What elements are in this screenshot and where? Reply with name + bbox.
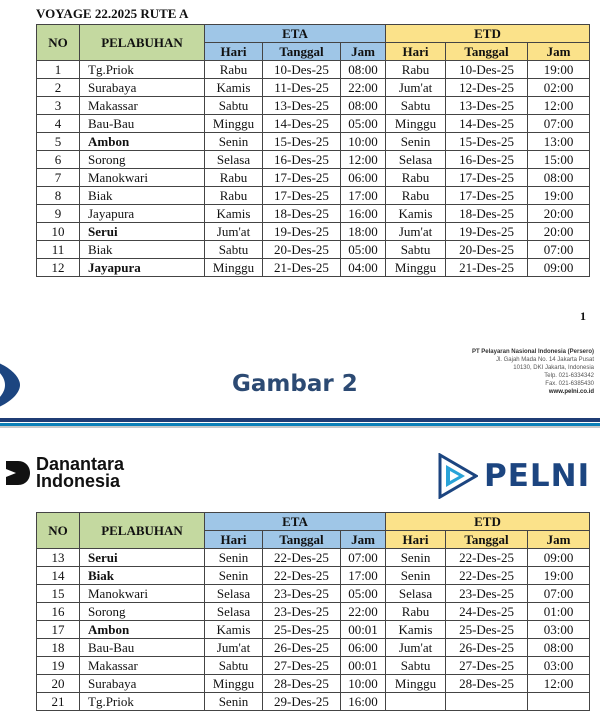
schedule-table-2 [36, 512, 590, 711]
eta-date: 27-Des-25 [263, 657, 341, 675]
eta-date: 23-Des-25 [263, 603, 341, 621]
eta-day: Kamis [205, 621, 263, 639]
table-row [37, 241, 590, 259]
pelni-wordmark: PELNI [484, 458, 591, 494]
etd-day: Rabu [386, 61, 446, 79]
etd-date: 13-Des-25 [446, 97, 528, 115]
eta-date: 23-Des-25 [263, 585, 341, 603]
port-name: Serui [80, 223, 205, 241]
eta-day: Sabtu [205, 241, 263, 259]
eta-time: 10:00 [341, 675, 386, 693]
header-eta-hari: Hari [205, 531, 263, 549]
table-row [37, 151, 590, 169]
etd-day: Jum'at [386, 639, 446, 657]
header-etd: ETD [386, 25, 590, 43]
port-name: Tg.Priok [80, 61, 205, 79]
row-number: 13 [37, 549, 80, 567]
etd-date: 27-Des-25 [446, 657, 528, 675]
eta-day: Selasa [205, 603, 263, 621]
etd-date: 12-Des-25 [446, 79, 528, 97]
header-eta-hari: Hari [205, 43, 263, 61]
row-number: 17 [37, 621, 80, 639]
port-name: Sorong [80, 151, 205, 169]
eta-time: 06:00 [341, 639, 386, 657]
eta-date: 22-Des-25 [263, 567, 341, 585]
etd-time: 13:00 [528, 133, 590, 151]
eta-time: 08:00 [341, 61, 386, 79]
company-address-block [414, 348, 594, 396]
table-row [37, 205, 590, 223]
pelni-logo [438, 453, 590, 499]
header-etd-tanggal: Tanggal [446, 43, 528, 61]
header-eta-tanggal: Tanggal [263, 531, 341, 549]
pelni-swoosh-partial-logo [0, 350, 30, 420]
eta-time: 17:00 [341, 567, 386, 585]
etd-date: 17-Des-25 [446, 187, 528, 205]
row-number: 4 [37, 115, 80, 133]
header-no: NO [37, 513, 80, 549]
row-number: 21 [37, 693, 80, 711]
eta-day: Sabtu [205, 657, 263, 675]
eta-time: 16:00 [341, 693, 386, 711]
etd-time: 20:00 [528, 223, 590, 241]
eta-day: Jum'at [205, 639, 263, 657]
eta-day: Selasa [205, 585, 263, 603]
table-row [37, 621, 590, 639]
etd-day: Kamis [386, 205, 446, 223]
row-number: 15 [37, 585, 80, 603]
row-number: 2 [37, 79, 80, 97]
schedule-table-1 [36, 24, 590, 277]
etd-date: 15-Des-25 [446, 133, 528, 151]
row-number: 14 [37, 567, 80, 585]
etd-date [446, 693, 528, 711]
table-row [37, 549, 590, 567]
port-name: Jayapura [80, 259, 205, 277]
port-name: Bau-Bau [80, 115, 205, 133]
etd-time: 20:00 [528, 205, 590, 223]
etd-date: 23-Des-25 [446, 585, 528, 603]
eta-day: Minggu [205, 115, 263, 133]
page-number: 1 [580, 309, 586, 323]
etd-time: 09:00 [528, 259, 590, 277]
etd-day: Kamis [386, 621, 446, 639]
eta-date: 19-Des-25 [263, 223, 341, 241]
header-etd: ETD [386, 513, 590, 531]
eta-time: 00:01 [341, 621, 386, 639]
company-address-line-1: Jl. Gajah Mada No. 14 Jakarta Pusat [495, 357, 594, 363]
eta-day: Rabu [205, 187, 263, 205]
eta-time: 10:00 [341, 133, 386, 151]
row-number: 8 [37, 187, 80, 205]
eta-day: Senin [205, 693, 263, 711]
etd-time: 03:00 [528, 621, 590, 639]
eta-date: 16-Des-25 [263, 151, 341, 169]
eta-day: Selasa [205, 151, 263, 169]
row-number: 20 [37, 675, 80, 693]
eta-date: 25-Des-25 [263, 621, 341, 639]
table-row [37, 567, 590, 585]
company-website: www.pelni.co.id [548, 389, 594, 395]
port-name: Tg.Priok [80, 693, 205, 711]
eta-date: 22-Des-25 [263, 549, 341, 567]
port-name: Manokwari [80, 585, 205, 603]
port-name: Manokwari [80, 169, 205, 187]
table-row [37, 585, 590, 603]
eta-day: Rabu [205, 61, 263, 79]
etd-date: 14-Des-25 [446, 115, 528, 133]
header-eta-jam: Jam [341, 531, 386, 549]
etd-time: 19:00 [528, 61, 590, 79]
table-row [37, 169, 590, 187]
row-number: 7 [37, 169, 80, 187]
etd-day: Rabu [386, 603, 446, 621]
pelni-mark-icon [438, 453, 478, 499]
row-number: 19 [37, 657, 80, 675]
etd-time: 15:00 [528, 151, 590, 169]
eta-day: Senin [205, 567, 263, 585]
etd-day: Minggu [386, 115, 446, 133]
etd-day: Senin [386, 567, 446, 585]
header-eta-tanggal: Tanggal [263, 43, 341, 61]
eta-date: 26-Des-25 [263, 639, 341, 657]
eta-date: 18-Des-25 [263, 205, 341, 223]
row-number: 1 [37, 61, 80, 79]
header-no: NO [37, 25, 80, 61]
company-address-line-2: 10130, DKI Jakarta, Indonesia [513, 365, 594, 371]
eta-date: 13-Des-25 [263, 97, 341, 115]
port-name: Sorong [80, 603, 205, 621]
eta-date: 21-Des-25 [263, 259, 341, 277]
port-name: Serui [80, 549, 205, 567]
etd-date: 26-Des-25 [446, 639, 528, 657]
etd-date: 16-Des-25 [446, 151, 528, 169]
eta-date: 28-Des-25 [263, 675, 341, 693]
etd-time [528, 693, 590, 711]
header-etd-jam: Jam [528, 43, 590, 61]
table-row [37, 639, 590, 657]
etd-time: 12:00 [528, 97, 590, 115]
table-row [37, 657, 590, 675]
eta-time: 22:00 [341, 603, 386, 621]
eta-time: 05:00 [341, 585, 386, 603]
eta-date: 15-Des-25 [263, 133, 341, 151]
eta-day: Senin [205, 133, 263, 151]
eta-time: 18:00 [341, 223, 386, 241]
figure-caption: Gambar 2 [232, 371, 358, 397]
row-number: 12 [37, 259, 80, 277]
port-name: Biak [80, 241, 205, 259]
row-number: 6 [37, 151, 80, 169]
header-etd-hari: Hari [386, 43, 446, 61]
row-number: 18 [37, 639, 80, 657]
table-row [37, 79, 590, 97]
eta-date: 17-Des-25 [263, 187, 341, 205]
etd-time: 19:00 [528, 567, 590, 585]
etd-day: Senin [386, 549, 446, 567]
etd-date: 18-Des-25 [446, 205, 528, 223]
etd-time: 03:00 [528, 657, 590, 675]
port-name: Surabaya [80, 675, 205, 693]
eta-time: 16:00 [341, 205, 386, 223]
eta-time: 12:00 [341, 151, 386, 169]
eta-day: Sabtu [205, 97, 263, 115]
eta-day: Jum'at [205, 223, 263, 241]
row-number: 9 [37, 205, 80, 223]
port-name: Ambon [80, 621, 205, 639]
table-row [37, 133, 590, 151]
table-row [37, 603, 590, 621]
eta-time: 04:00 [341, 259, 386, 277]
danantara-text-line-2: Indonesia [36, 471, 121, 491]
eta-date: 10-Des-25 [263, 61, 341, 79]
port-name: Bau-Bau [80, 639, 205, 657]
header-eta-jam: Jam [341, 43, 386, 61]
eta-time: 06:00 [341, 169, 386, 187]
etd-date: 17-Des-25 [446, 169, 528, 187]
etd-date: 24-Des-25 [446, 603, 528, 621]
table-2-body [37, 549, 590, 711]
company-name: PT Pelayaran Nasional Indonesia (Persero) [471, 349, 594, 355]
eta-day: Kamis [205, 79, 263, 97]
etd-date: 10-Des-25 [446, 61, 528, 79]
eta-day: Kamis [205, 205, 263, 223]
port-name: Biak [80, 567, 205, 585]
document-page [0, 0, 600, 345]
etd-time: 12:00 [528, 675, 590, 693]
etd-day: Jum'at [386, 223, 446, 241]
danantara-mark-icon [4, 459, 32, 487]
eta-date: 29-Des-25 [263, 693, 341, 711]
table-row [37, 693, 590, 711]
eta-time: 05:00 [341, 115, 386, 133]
row-number: 10 [37, 223, 80, 241]
row-number: 5 [37, 133, 80, 151]
etd-day: Rabu [386, 187, 446, 205]
table-row [37, 259, 590, 277]
divider-bar-dark [0, 418, 600, 422]
divider-shadow [0, 426, 600, 428]
etd-time: 07:00 [528, 241, 590, 259]
eta-time: 08:00 [341, 97, 386, 115]
eta-day: Senin [205, 549, 263, 567]
etd-date: 20-Des-25 [446, 241, 528, 259]
header-etd-hari: Hari [386, 531, 446, 549]
eta-date: 14-Des-25 [263, 115, 341, 133]
etd-time: 09:00 [528, 549, 590, 567]
row-number: 3 [37, 97, 80, 115]
etd-time: 19:00 [528, 187, 590, 205]
etd-day: Sabtu [386, 657, 446, 675]
table-row [37, 61, 590, 79]
header-etd-tanggal: Tanggal [446, 531, 528, 549]
etd-time: 07:00 [528, 115, 590, 133]
eta-time: 00:01 [341, 657, 386, 675]
port-name: Ambon [80, 133, 205, 151]
table-row [37, 223, 590, 241]
etd-day: Selasa [386, 585, 446, 603]
eta-time: 07:00 [341, 549, 386, 567]
etd-time: 07:00 [528, 585, 590, 603]
port-name: Surabaya [80, 79, 205, 97]
eta-day: Minggu [205, 675, 263, 693]
company-phone: Telp. 021-6334342 [544, 373, 594, 379]
table-row [37, 675, 590, 693]
eta-time: 05:00 [341, 241, 386, 259]
etd-date: 25-Des-25 [446, 621, 528, 639]
etd-time: 08:00 [528, 639, 590, 657]
eta-date: 11-Des-25 [263, 79, 341, 97]
header-pelabuhan: PELABUHAN [80, 513, 205, 549]
danantara-text-line-1: Danantara [36, 454, 125, 474]
header-eta: ETA [205, 25, 386, 43]
header-etd-jam: Jam [528, 531, 590, 549]
etd-day: Jum'at [386, 79, 446, 97]
etd-date: 28-Des-25 [446, 675, 528, 693]
etd-time: 02:00 [528, 79, 590, 97]
header-eta: ETA [205, 513, 386, 531]
etd-date: 22-Des-25 [446, 549, 528, 567]
eta-date: 20-Des-25 [263, 241, 341, 259]
port-name: Jayapura [80, 205, 205, 223]
etd-time: 01:00 [528, 603, 590, 621]
etd-day: Selasa [386, 151, 446, 169]
table-row [37, 97, 590, 115]
voyage-title: VOYAGE 22.2025 RUTE A [36, 6, 189, 21]
etd-day: Rabu [386, 169, 446, 187]
row-number: 11 [37, 241, 80, 259]
etd-date: 22-Des-25 [446, 567, 528, 585]
etd-day [386, 693, 446, 711]
port-name: Biak [80, 187, 205, 205]
eta-day: Rabu [205, 169, 263, 187]
header-pelabuhan: PELABUHAN [80, 25, 205, 61]
etd-date: 19-Des-25 [446, 223, 528, 241]
port-name: Makassar [80, 657, 205, 675]
etd-time: 08:00 [528, 169, 590, 187]
eta-day: Minggu [205, 259, 263, 277]
table-1-body [37, 61, 590, 277]
eta-date: 17-Des-25 [263, 169, 341, 187]
company-fax: Fax. 021-6385430 [545, 381, 594, 387]
table-row [37, 115, 590, 133]
etd-day: Senin [386, 133, 446, 151]
etd-day: Minggu [386, 259, 446, 277]
table-row [37, 187, 590, 205]
eta-time: 22:00 [341, 79, 386, 97]
eta-time: 17:00 [341, 187, 386, 205]
etd-date: 21-Des-25 [446, 259, 528, 277]
port-name: Makassar [80, 97, 205, 115]
etd-day: Sabtu [386, 97, 446, 115]
etd-day: Minggu [386, 675, 446, 693]
row-number: 16 [37, 603, 80, 621]
danantara-logo [4, 456, 124, 490]
etd-day: Sabtu [386, 241, 446, 259]
